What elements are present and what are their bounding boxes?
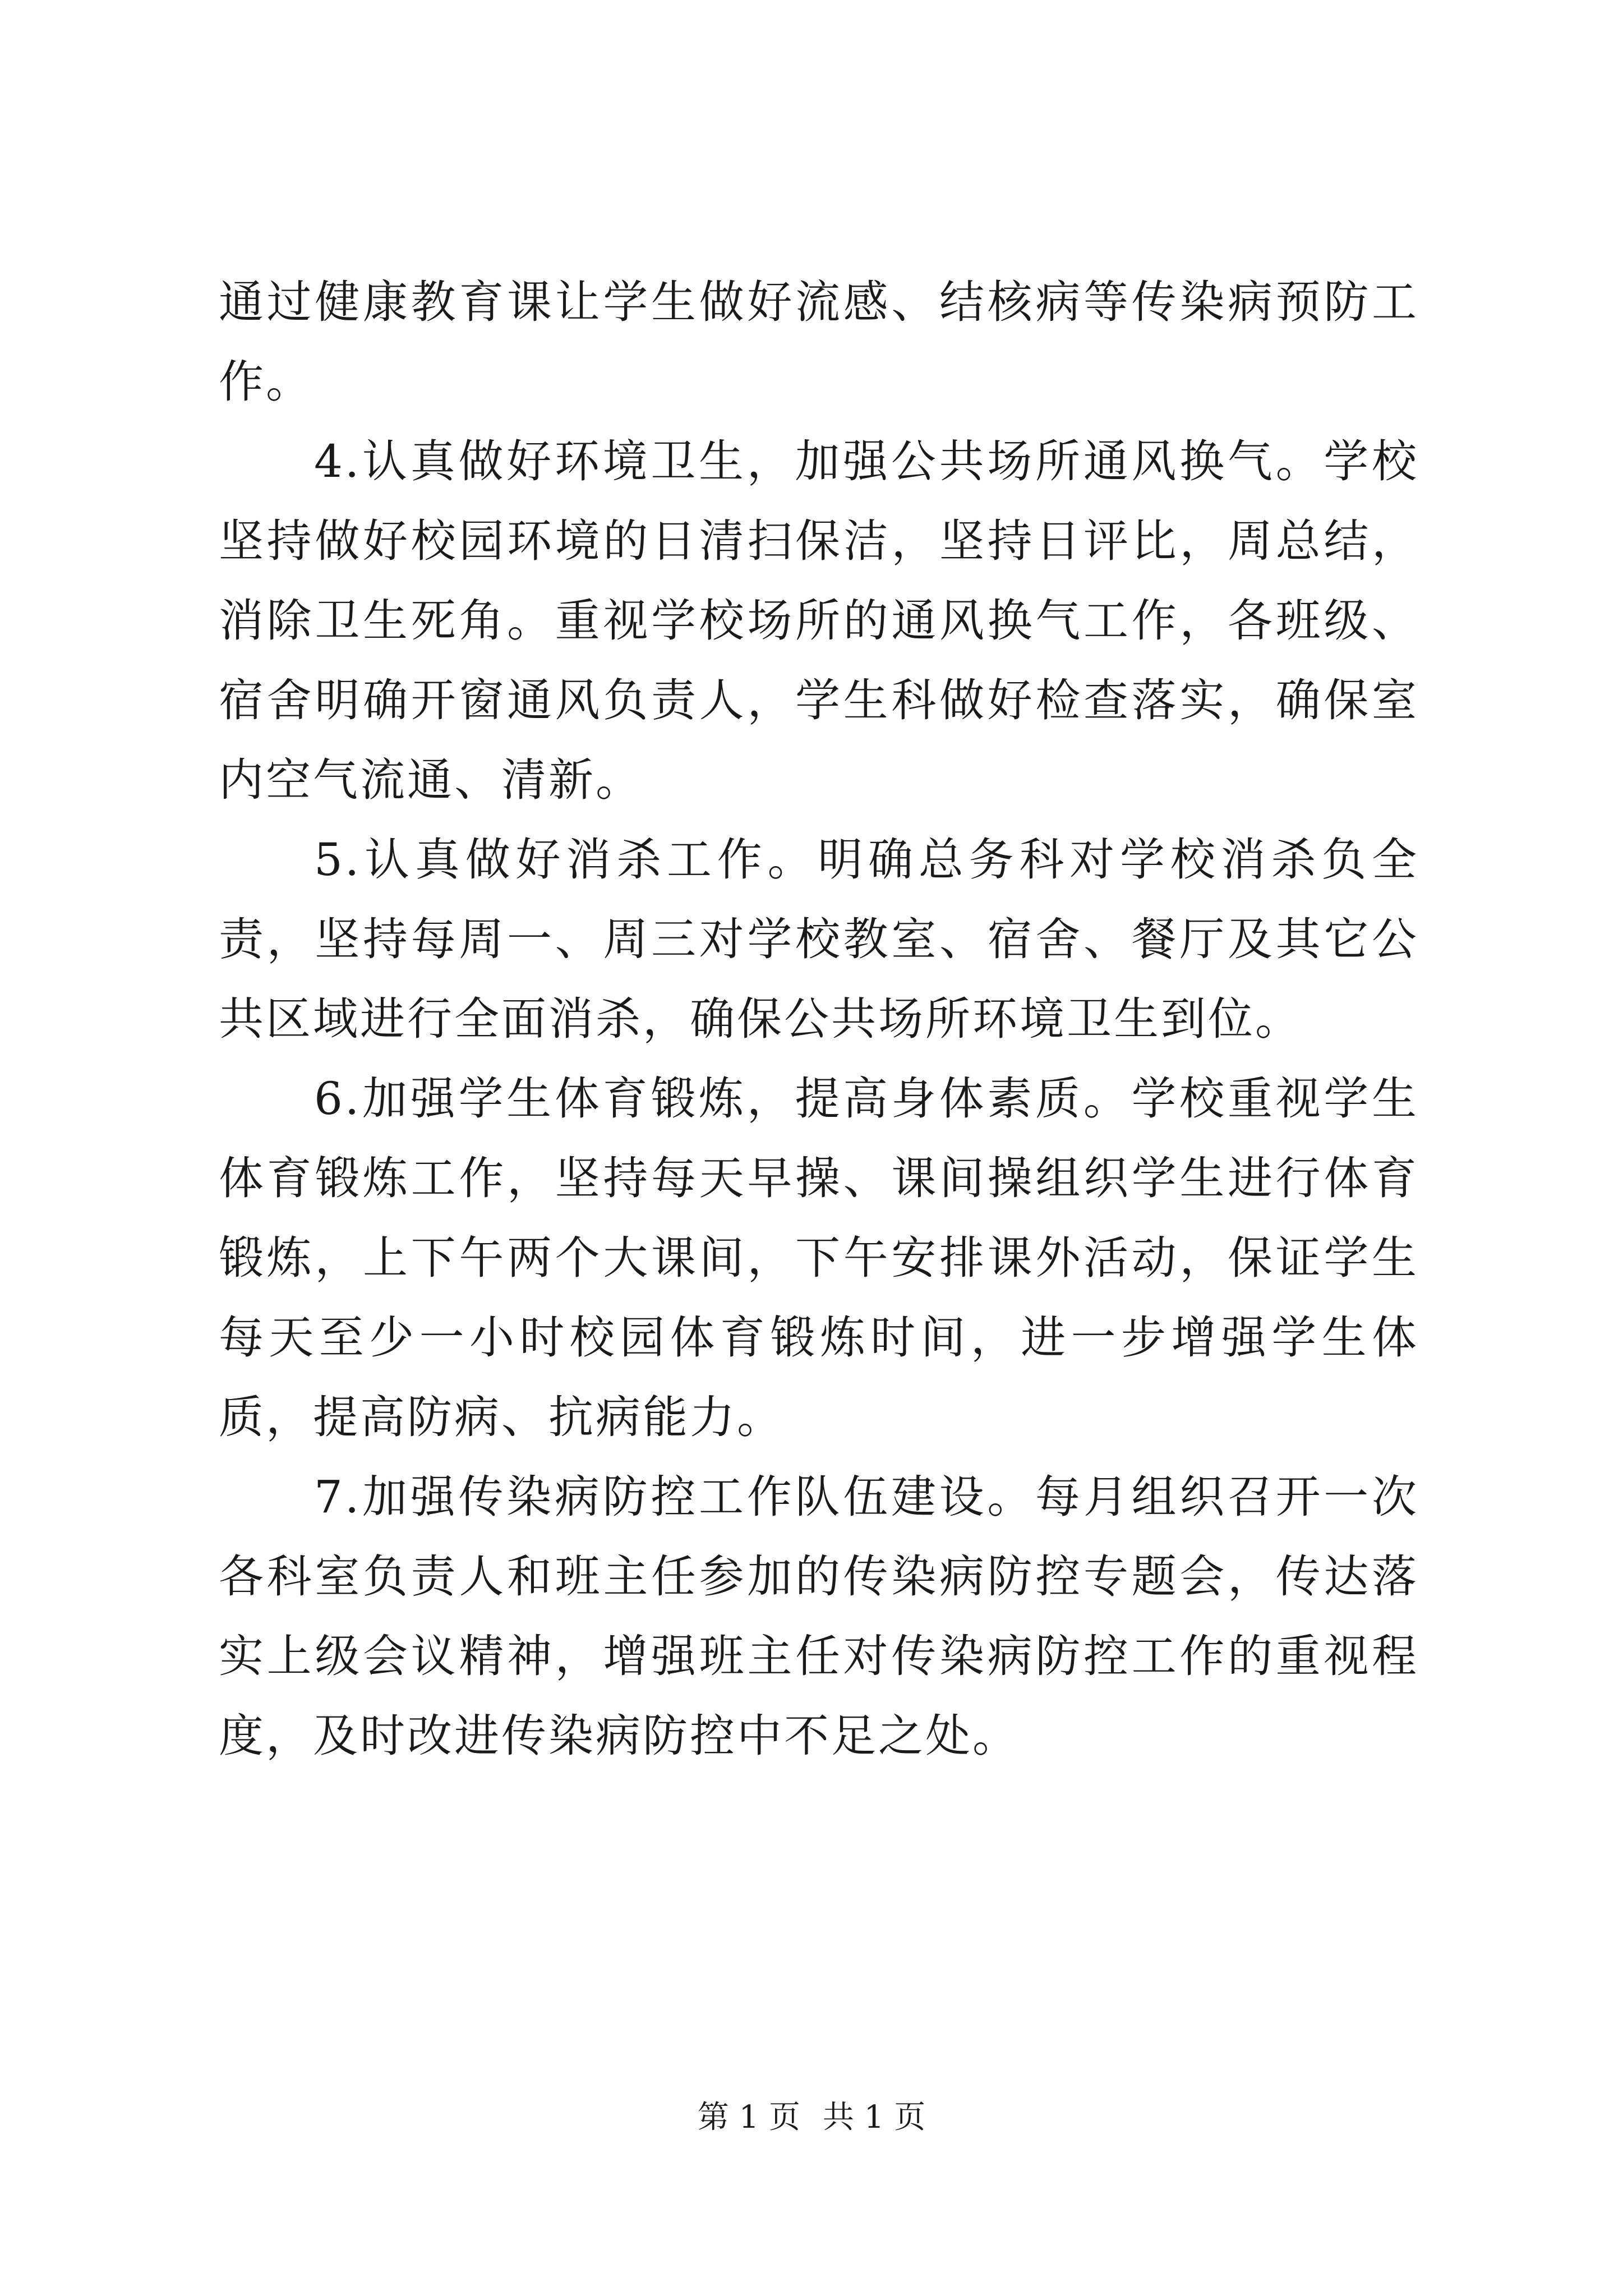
paragraph-continuation: 通过健康教育课让学生做好流感、结核病等传染病预防工作。 (219, 276, 1419, 408)
paragraph-item-6: 6.加强学生体育锻炼，提高身体素质。学校重视学生体育锻炼工作，坚持每天早操、课间操组织学生进行体育锻炼，上下午两个大课间，下午安排课外活动，保证学生每天至少一小时校园体育锻炼时间，进一步增强学生体质，提高防病、抗病能力。 (219, 1073, 1419, 1443)
paragraph-item-4: 4.认真做好环境卫生，加强公共场所通风换气。学校坚持做好校园环境的日清扫保洁，坚持日评比，周总结，消除卫生死角。重视学校场所的通风换气工作，各班级、宿舍明确开窗通风负责人，学生科做好检查落实，确保室内空气流通、清新。 (219, 435, 1419, 806)
document-body (219, 263, 1419, 1776)
paragraph-item-7: 7.加强传染病防控工作队伍建设。每月组织召开一次各科室负责人和班主任参加的传染病防控专题会，传达落实上级会议精神，增强班主任对传染病防控工作的重视程度，及时改进传染病防控中不足之处。 (219, 1471, 1419, 1762)
page-number-current: 第 1 页 (697, 2099, 800, 2136)
page-footer (0, 2098, 1623, 2137)
page-number-total: 共 1 页 (823, 2099, 926, 2136)
paragraph-item-5: 5.认真做好消杀工作。明确总务科对学校消杀负全责，坚持每周一、周三对学校教室、宿舍、餐厅及其它公共区域进行全面消杀，确保公共场所环境卫生到位。 (219, 834, 1419, 1045)
